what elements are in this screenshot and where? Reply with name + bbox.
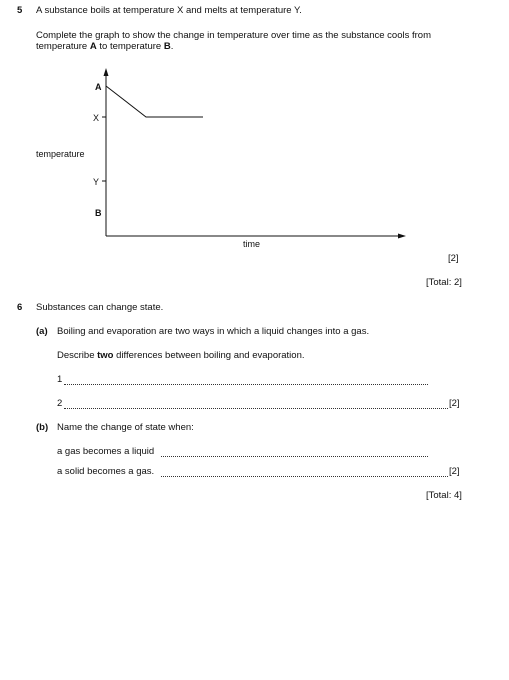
y-axis-arrowhead: [104, 68, 109, 76]
label-a: A: [95, 82, 102, 92]
question-5-number: 5: [17, 5, 23, 16]
y-axis-label: temperature: [36, 149, 85, 159]
cooling-graph: [0, 0, 509, 260]
question-6-total: [Total: 4]: [426, 490, 462, 501]
part-a-marks: [2]: [449, 398, 460, 409]
part-b-item-2: a solid becomes a gas.: [57, 466, 155, 477]
question-5-marks: [2]: [448, 253, 459, 264]
answer-line-2-number: 2: [57, 398, 63, 409]
part-a-text: Boiling and evaporation are two ways in which a liquid changes into a gas.: [57, 326, 370, 337]
x-axis-arrowhead: [398, 234, 406, 239]
part-b-answer-line-1[interactable]: [161, 456, 428, 457]
answer-line-1-number: 1: [57, 374, 63, 385]
answer-line-1[interactable]: [64, 384, 428, 385]
part-b-marks: [2]: [449, 466, 460, 477]
part-b-label: (b): [36, 422, 49, 433]
part-b-text: Name the change of state when:: [57, 422, 194, 433]
question-5-instruction-line2: temperature A to temperature B.: [36, 41, 174, 52]
part-b-item-1: a gas becomes a liquid: [57, 446, 155, 457]
part-a-label: (a): [36, 326, 48, 337]
question-5-stem: A substance boils at temperature X and melts at temperature Y.: [36, 5, 302, 16]
question-6-number: 6: [17, 302, 23, 313]
answer-line-2[interactable]: [64, 408, 448, 409]
label-y: Y: [93, 177, 100, 187]
x-axis-label: time: [243, 239, 261, 249]
label-b: B: [95, 208, 102, 218]
question-5-total: [Total: 2]: [426, 277, 462, 288]
question-5-instruction-line1: Complete the graph to show the change in temperature over time as the substance cools from: [36, 30, 431, 41]
question-6-stem: Substances can change state.: [36, 302, 164, 313]
part-a-prompt: Describe two differences between boiling and evaporation.: [57, 350, 305, 361]
part-b-answer-line-2[interactable]: [161, 476, 448, 477]
label-x: X: [93, 113, 100, 123]
cooling-curve: [106, 86, 203, 117]
